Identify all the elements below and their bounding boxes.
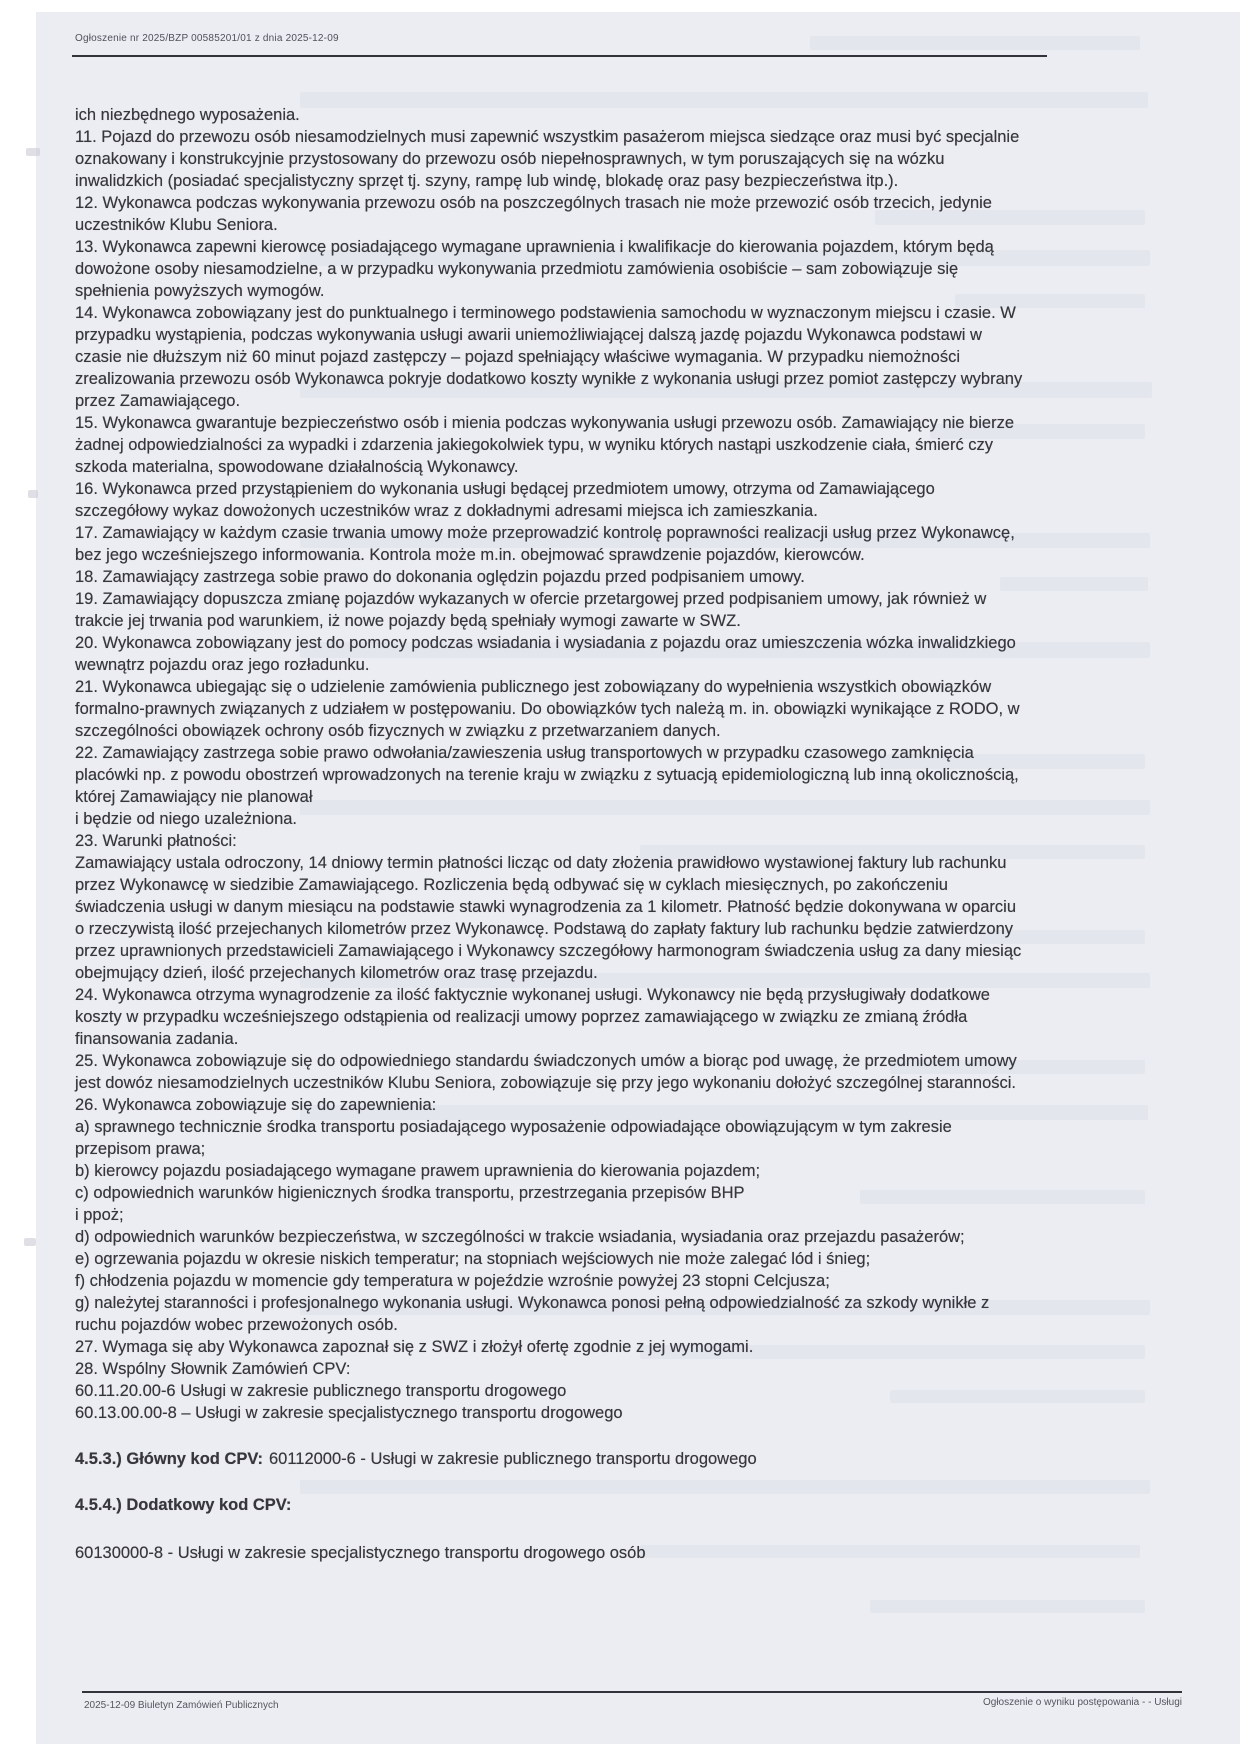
paragraph: 21. Wykonawca ubiegając się o udzielenie zamówienia publicznego jest zobowiązany do wypełnienia wszystkich obowiązków formalno-prawnych związanych z udziałem w postępowaniu. Do obowiązków tych należą m. in. obowiązki wynikające z RODO, w szczególności obowiązek ochrony osób fizycznych w związku z przetwarzaniem danych. xyxy=(75,678,1020,740)
scan-smudge xyxy=(28,490,38,498)
scan-smudge xyxy=(26,148,40,156)
paragraph: d) odpowiednich warunków bezpieczeństwa, w szczególności w trakcie wsiadania, wysiadania oraz przejazdu pasażerów; xyxy=(75,1228,965,1246)
paragraph: 16. Wykonawca przed przystąpieniem do wykonania usługi będącej przedmiotem umowy, otrzyma od Zamawiającego szczegółowy wykaz dowożonych uczestników wraz z dokładnymi adresami miejsca ich zamieszkania. xyxy=(75,480,935,520)
paragraph: 26. Wykonawca zobowiązuje się do zapewnienia: xyxy=(75,1096,437,1114)
paragraph: 15. Wykonawca gwarantuje bezpieczeństwo osób i mienia podczas wykonywania usługi przewozu osób. Zamawiający nie bierze żadnej odpowiedzialności za wypadki i zdarzenia jakiegokolwiek typu, w wyniku których nastąpi uszkodzenie ciała, śmierć czy szkoda materialna, spowodowane działalnością Wykonawcy. xyxy=(75,414,1015,476)
paragraph: g) należytej staranności i profesjonalnego wykonania usługi. Wykonawca ponosi pełną odpowiedzialność za szkody wynikłe z ruchu pojazdów wobec przewożonych osób. xyxy=(75,1294,990,1334)
paragraph: e) ogrzewania pojazdu w okresie niskich temperatur; na stopniach wejściowych nie może zalegać lód i śnieg; xyxy=(75,1250,871,1268)
footer-divider xyxy=(82,1691,1182,1693)
footer-right-note: Ogłoszenie o wyniku postępowania - - Usługi xyxy=(983,1697,1182,1708)
paragraph: 18. Zamawiający zastrzega sobie prawo do dokonania oględzin pojazdu przed podpisaniem umowy. xyxy=(75,568,805,586)
scan-background xyxy=(36,12,1240,1744)
scan-smudge xyxy=(24,1238,36,1246)
paragraph: 12. Wykonawca podczas wykonywania przewozu osób na poszczególnych trasach nie może przewozić osób trzecich, jedynie uczestników Klubu Seniora. xyxy=(75,194,992,234)
cpv-main-value: 60112000-6 - Usługi w zakresie publicznego transportu drogowego xyxy=(268,1450,757,1468)
paragraph: 28. Wspólny Słownik Zamówień CPV: xyxy=(75,1360,351,1378)
paragraph: 22. Zamawiający zastrzega sobie prawo odwołania/zawieszenia usług transportowych w przypadku czasowego zamknięcia placówki np. z powodu obostrzeń wprowadzonych na terenie kraju w związku z sytuacją epidemiologiczną lub inną okolicznością, której Zamawiający nie planował xyxy=(75,744,1019,806)
paragraph: 20. Wykonawca zobowiązany jest do pomocy podczas wsiadania i wysiadania z pojazdu oraz umieszczenia wózka inwalidzkiego wewnątrz pojazdu oraz jego rozładunku. xyxy=(75,634,1016,674)
paragraph: b) kierowcy pojazdu posiadającego wymagane prawem uprawnienia do kierowania pojazdem; xyxy=(75,1162,761,1180)
header-divider xyxy=(72,55,1047,57)
cpv-additional-label: 4.5.4.) Dodatkowy kod CPV: xyxy=(75,1496,292,1514)
paragraph-list xyxy=(75,104,1027,1424)
paragraph: 27. Wymaga się aby Wykonawca zapoznał się z SWZ i złożył ofertę zgodnie z jej wymogami. xyxy=(75,1338,754,1356)
paragraph: 11. Pojazd do przewozu osób niesamodzielnych musi zapewnić wszystkim pasażerom miejsca siedzące oraz musi być specjalnie oznakowany i konstrukcyjnie przystosowany do przewozu osób niepełnosprawnych, w tym poruszających się na wózku inwalidzkich (posiadać specjalistyczny sprzęt tj. szyny, rampę lub windę, blokadę oraz pasy bezpieczeństwa itp.). xyxy=(75,128,1020,190)
paragraph: ich niezbędnego wyposażenia. xyxy=(75,106,300,124)
paragraph: 14. Wykonawca zobowiązany jest do punktualnego i terminowego podstawienia samochodu w wyznaczonym miejscu i czasie. W przypadku wystąpienia, podczas wykonywania usługi awarii uniemożliwiającej dalszą jazdę pojazdu Wykonawca podstawi w czasie nie dłuższym niż 60 minut pojazd zastępczy – pojazd spełniający właściwe wymagania. W przypadku niemożności zrealizowania przewozu osób Wykonawca pokryje dodatkowo koszty wynikłe z wykonania usługi przez pomiot zastępczy wybrany przez Zamawiającego. xyxy=(75,304,1023,410)
paragraph: 17. Zamawiający w każdym czasie trwania umowy może przeprowadzić kontrolę poprawności realizacji usług przez Wykonawcę, bez jego wcześniejszego informowania. Kontrola może m.in. obejmować sprawdzenie pojazdów, kierowców. xyxy=(75,524,1015,564)
footer-left-note: 2025-12-09 Biuletyn Zamówień Publicznych xyxy=(84,1700,279,1711)
paragraph: a) sprawnego technicznie środka transportu posiadającego wyposażenie odpowiadające obowiązującym w tym zakresie przepisom prawa; xyxy=(75,1118,952,1158)
scan-artifact xyxy=(810,36,1140,50)
paragraph: 25. Wykonawca zobowiązuje się do odpowiedniego standardu świadczonych umów a biorąc pod uwagę, że przedmiotem umowy jest dowóz niesamodzielnych uczestników Klubu Seniora, zobowiązuje się przy jego wykonaniu dołożyć szczególnej staranności. xyxy=(75,1052,1017,1092)
paragraph: c) odpowiednich warunków higienicznych środka transportu, przestrzegania przepisów BHP xyxy=(75,1184,745,1202)
paragraph: 60.13.00.00-8 – Usługi w zakresie specjalistycznego transportu drogowego xyxy=(75,1404,623,1422)
paragraph: f) chłodzenia pojazdu w momencie gdy temperatura w pojeździe wzrośnie powyżej 23 stopni Celcjusza; xyxy=(75,1272,830,1290)
paragraph: i ppoż; xyxy=(75,1206,124,1224)
cpv-main-line xyxy=(75,1448,1027,1470)
paragraph: Zamawiający ustala odroczony, 14 dniowy termin płatności licząc od daty złożenia prawidłowo wystawionej faktury lub rachunku przez Wykonawcę w siedzibie Zamawiającego. Rozliczenia będą odbywać się w cyklach miesięcznych, po zakończeniu świadczenia usługi w danym miesiącu na podstawie stawki wynagrodzenia za 1 kilometr. Płatność będzie dokonywana w oparciu o rzeczywistą ilość przejechanych kilometrów przez Wykonawcę. Podstawą do zapłaty faktury lub rachunku będzie zatwierdzony przez uprawnionych przedstawicieli Zamawiającego i Wykonawcy szczegółowy harmonogram świadczenia usług za dany miesiąc obejmujący dzień, ilość przejechanych kilometrów oraz trasę przejazdu. xyxy=(75,854,1022,982)
cpv-main-label: 4.5.3.) Główny kod CPV: xyxy=(75,1450,263,1468)
document-body xyxy=(75,104,1027,1564)
paragraph: 23. Warunki płatności: xyxy=(75,832,237,850)
paragraph: i będzie od niego uzależniona. xyxy=(75,810,298,828)
paragraph: 24. Wykonawca otrzyma wynagrodzenie za ilość faktycznie wykonanej usługi. Wykonawcy nie będą przysługiwały dodatkowe koszty w przypadku wcześniejszego odstąpienia od realizacji umowy poprzez zamawiającego w związku ze zmianą źródła finansowania zadania. xyxy=(75,986,990,1048)
document-header-note: Ogłoszenie nr 2025/BZP 00585201/01 z dnia 2025-12-09 xyxy=(75,33,339,44)
paragraph: 19. Zamawiający dopuszcza zmianę pojazdów wykazanych w ofercie przetargowej przed podpisaniem umowy, jak również w trakcie jej trwania pod warunkiem, iż nowe pojazdy będą spełniały wymogi zawarte w SWZ. xyxy=(75,590,987,630)
paragraph: 60.11.20.00-6 Usługi w zakresie publicznego transportu drogowego xyxy=(75,1382,567,1400)
paragraph: 13. Wykonawca zapewni kierowcę posiadającego wymagane uprawnienia i kwalifikacje do kierowania pojazdem, którym będą dowożone osoby niesamodzielne, a w przypadku wykonywania przedmiotu zamówienia osobiście – sam zobowiązuje się spełnienia powyższych wymogów. xyxy=(75,238,994,300)
cpv-additional-value: 60130000-8 - Usługi w zakresie specjalistycznego transportu drogowego osób xyxy=(75,1544,646,1562)
scan-artifact xyxy=(870,1600,1145,1613)
